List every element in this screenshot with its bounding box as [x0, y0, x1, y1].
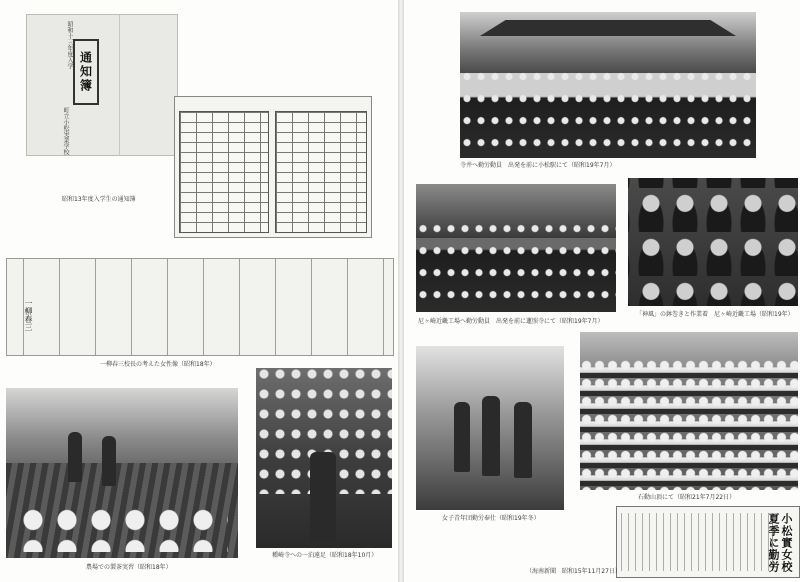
newspaper-clipping: [616, 506, 800, 578]
youth-caption: 女子青年団勤労奉仕（昭和19年冬）: [442, 515, 540, 522]
workers-headbands: [628, 178, 798, 306]
report-grid-right: [275, 111, 367, 233]
report-card-notebook: [26, 14, 178, 156]
factory-photo: [628, 178, 798, 306]
youth-photo: [416, 346, 564, 510]
mountain-caption: 石動山頂にて（昭和21年7月22日）: [638, 494, 736, 501]
left-page: [0, 0, 398, 582]
group-on-summit: [580, 360, 798, 490]
worker-figure: [68, 432, 82, 482]
right-page: [404, 0, 800, 582]
student-figure: [310, 452, 336, 542]
worker-figure: [454, 402, 470, 472]
notebook-fold: [119, 15, 120, 155]
mountain-photo: [580, 332, 798, 490]
notebook-title: 通知簿: [78, 51, 93, 93]
station-photo: [460, 12, 756, 158]
students-group: [460, 70, 756, 158]
farm-caption: 農場での製茶実習（昭和18年）: [86, 564, 172, 571]
walk-caption: 種崎寺への一泊遠足（昭和18年10月）: [272, 552, 378, 559]
worker-figure: [482, 396, 500, 476]
straw-hats: [16, 508, 228, 552]
station-building: [460, 12, 756, 73]
worker-figure: [102, 436, 116, 486]
report-grid-left: [179, 111, 269, 233]
notebook-caption: 昭和13年度入学生の通知簿: [62, 196, 136, 203]
factory-caption: 「神風」の鉢巻きと作業着 尼ヶ崎近畿工場（昭和19年）: [636, 311, 794, 318]
principal-letter: [6, 258, 394, 356]
newspaper-caption: （海南新聞 昭和15年11月27日）: [526, 568, 621, 575]
temple-caption: 尼ヶ崎近畿工場へ勤労動員 出発を前に蓮照寺にて（昭和19年7月）: [418, 318, 604, 325]
temple-photo: [416, 184, 616, 312]
notebook-top-text: 昭和十三年度入学: [66, 21, 73, 69]
walk-photo: [256, 368, 392, 548]
mobilized-students: [416, 222, 616, 312]
farm-photo: [6, 388, 238, 558]
news-headline: 小松實女校 夏季に勤労: [767, 513, 793, 573]
notebook-title-box: [73, 39, 99, 105]
letter-caption: 一柳春三校長の考えた女性像（昭和18年）: [100, 361, 216, 368]
news-body-text: [621, 513, 769, 571]
report-card-open: [174, 96, 372, 238]
notebook-spine-text: 町立小松実業学校: [62, 107, 69, 155]
letter-signature: 一柳春三: [24, 299, 33, 331]
station-caption: 寺井へ勤労動員 出発を前に小松駅にて（昭和19年7月）: [460, 162, 616, 169]
worker-figure: [514, 402, 532, 478]
